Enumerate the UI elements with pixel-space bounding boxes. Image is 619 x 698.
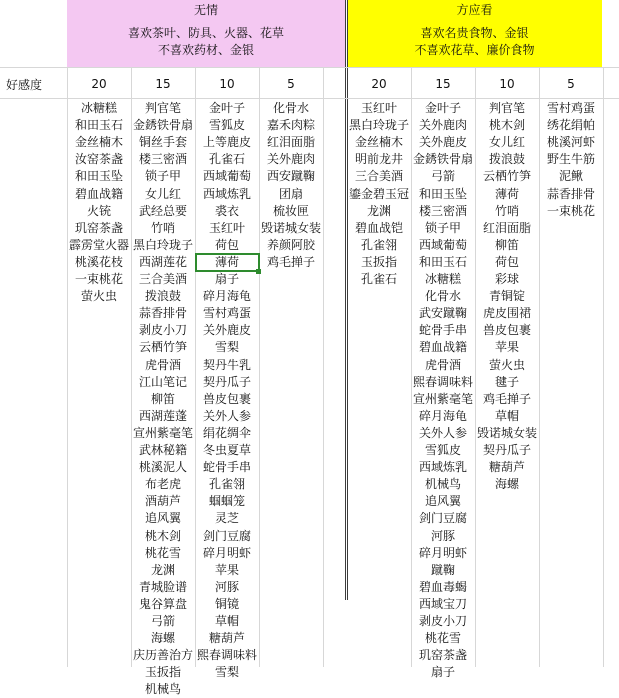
table-cell[interactable]: 江山笔记: [138, 374, 187, 389]
table-cell[interactable]: 野生牛筋: [546, 152, 595, 167]
character-dislikes: 不喜欢药材、金银: [157, 43, 254, 57]
table-cell[interactable]: 玉扳指: [144, 665, 181, 680]
table-cell[interactable]: 梳妆匣: [272, 203, 309, 218]
table-cell[interactable]: 柳笛: [150, 391, 175, 406]
table-cell[interactable]: 铜丝手套: [138, 135, 187, 150]
table-cell[interactable]: 关外人参: [418, 425, 467, 440]
table-cell[interactable]: 女儿红: [144, 186, 181, 201]
table-cell[interactable]: 剑门豆腐: [202, 528, 251, 543]
table-cell[interactable]: 毽子: [494, 374, 519, 389]
table-cell[interactable]: 碎月海龟: [202, 289, 251, 304]
table-cell[interactable]: 碧血战籍: [418, 340, 467, 355]
table-cell[interactable]: 上等鹿皮: [202, 135, 251, 150]
table-cell[interactable]: 雪村鸡蛋: [546, 101, 595, 115]
table-cell[interactable]: 锁子甲: [144, 169, 181, 184]
table-cell[interactable]: 鎏金碧玉冠: [348, 186, 409, 201]
character-header-wuqing: [67, 0, 345, 67]
table-cell[interactable]: 关外人参: [202, 408, 251, 423]
table-cell[interactable]: 青城脸谱: [138, 579, 187, 594]
table-cell[interactable]: 宣州紫毫笔: [412, 391, 473, 406]
table-cell[interactable]: 灵芝: [214, 511, 239, 526]
grid-line: [0, 98, 619, 99]
score-header[interactable]: 10: [499, 77, 515, 91]
table-cell[interactable]: 薄荷: [214, 254, 239, 269]
table-cell[interactable]: 嘉禾肉粽: [266, 118, 315, 133]
table-cell[interactable]: 虎皮围裙: [482, 306, 531, 321]
table-cell[interactable]: 萤火虫: [488, 357, 525, 372]
table-cell[interactable]: 河豚: [430, 528, 455, 543]
table-cell[interactable]: 西安蹴鞠: [266, 169, 315, 184]
table-cell[interactable]: 红泪面脂: [482, 220, 531, 235]
table-cell[interactable]: 女儿红: [488, 135, 525, 150]
table-cell[interactable]: 蒜香排骨: [138, 306, 187, 321]
table-cell[interactable]: 化骨水: [272, 101, 309, 115]
table-cell[interactable]: 雪梨: [214, 665, 239, 680]
table-cell[interactable]: 碧血战籍: [74, 186, 123, 201]
table-cell[interactable]: 拨浪鼓: [144, 289, 181, 304]
table-cell[interactable]: 虎骨酒: [424, 357, 461, 372]
table-cell[interactable]: 金銹铁骨扇: [132, 118, 193, 133]
table-cell[interactable]: 孔雀石: [208, 152, 245, 167]
table-cell[interactable]: 武安蹴鞠: [418, 306, 467, 321]
table-cell[interactable]: 桃花雪: [424, 631, 461, 646]
table-cell[interactable]: 西湖莲蓬: [138, 408, 187, 423]
table-cell[interactable]: 裘衣: [214, 203, 239, 218]
table-cell[interactable]: 绢花绸伞: [202, 425, 251, 440]
table-cell[interactable]: 冰糖糕: [80, 101, 117, 115]
table-cell[interactable]: 团扇: [278, 186, 303, 201]
table-cell[interactable]: 桃花雪: [144, 545, 181, 560]
character-header-fangyingkan: [347, 0, 602, 67]
table-cell[interactable]: 孔雀石: [360, 272, 397, 286]
table-cell[interactable]: 草帽: [214, 614, 239, 628]
table-cell[interactable]: 薄荷: [494, 186, 519, 201]
score-header[interactable]: 5: [567, 77, 575, 91]
table-cell[interactable]: 龙渊: [150, 562, 175, 577]
table-cell[interactable]: 雪村鸡蛋: [202, 306, 251, 321]
table-cell[interactable]: 碎月明虾: [418, 545, 467, 560]
table-cell[interactable]: 苹果: [494, 340, 519, 355]
table-cell[interactable]: 荷包: [214, 237, 239, 252]
table-cell[interactable]: 宣州紫毫笔: [132, 425, 193, 440]
table-cell[interactable]: 兽皮包裹: [482, 323, 531, 338]
table-cell[interactable]: 虎骨酒: [144, 357, 181, 372]
table-cell[interactable]: 关外鹿肉: [418, 118, 467, 133]
table-cell[interactable]: 碧血战铠: [354, 220, 403, 235]
table-cell[interactable]: 西域炼乳: [202, 186, 251, 201]
table-cell[interactable]: 扇子: [214, 272, 239, 286]
table-cell[interactable]: 糖葫芦: [488, 460, 525, 475]
table-cell[interactable]: 三合美酒: [138, 272, 187, 286]
score-header[interactable]: 5: [287, 77, 295, 91]
table-cell[interactable]: 火铳: [86, 203, 111, 218]
grid-line: [323, 67, 324, 667]
table-cell[interactable]: 追风翼: [144, 511, 181, 526]
table-cell[interactable]: 和田玉石: [418, 254, 467, 269]
table-cell[interactable]: 孔雀翎: [360, 237, 397, 252]
table-cell[interactable]: 追风翼: [424, 494, 461, 509]
table-cell[interactable]: 萤火虫: [80, 289, 117, 304]
table-cell[interactable]: 西域葡萄: [202, 169, 251, 184]
table-cell[interactable]: 鸡毛掸子: [266, 254, 315, 269]
table-cell[interactable]: 青铜锭: [488, 289, 525, 304]
table-cell[interactable]: 雪狐皮: [424, 443, 461, 457]
score-header[interactable]: 20: [371, 77, 387, 91]
table-cell[interactable]: 金丝楠木: [354, 135, 403, 150]
table-cell[interactable]: 一束桃花: [546, 203, 595, 218]
character-likes: 喜欢茶叶、防具、火器、花草: [127, 26, 284, 40]
table-cell[interactable]: 荷包: [494, 254, 519, 269]
score-header[interactable]: 15: [435, 77, 451, 91]
table-cell[interactable]: 龙渊: [366, 203, 391, 218]
grid-line: [0, 67, 619, 68]
table-cell[interactable]: 河豚: [214, 579, 239, 594]
table-cell[interactable]: 竹哨: [494, 203, 519, 218]
table-cell[interactable]: 庆历善治方: [132, 648, 193, 663]
table-cell[interactable]: 云栖竹笋: [482, 169, 531, 184]
character-dislikes: 不喜欢花草、廉价食物: [414, 43, 535, 57]
table-cell[interactable]: 桃溪河虾: [546, 135, 595, 150]
table-cell[interactable]: 冰糖糕: [424, 272, 461, 286]
table-cell[interactable]: 苹果: [214, 562, 239, 577]
table-cell[interactable]: 锁子甲: [424, 220, 461, 235]
table-cell[interactable]: 化骨水: [424, 289, 461, 304]
table-cell[interactable]: 黑白玲珑子: [348, 118, 409, 133]
score-header[interactable]: 15: [155, 77, 171, 91]
table-cell[interactable]: 彩球: [494, 272, 519, 286]
table-cell[interactable]: 楼三密酒: [418, 203, 467, 218]
table-cell[interactable]: 海螺: [494, 477, 519, 492]
table-cell[interactable]: 玑窑茶盏: [74, 220, 123, 235]
table-cell[interactable]: 关外鹿皮: [418, 135, 467, 150]
grid-line: [603, 67, 604, 667]
table-cell[interactable]: 柳笛: [494, 237, 519, 252]
table-cell[interactable]: 契丹瓜子: [482, 443, 531, 457]
table-cell[interactable]: 楼三密酒: [138, 152, 187, 167]
table-cell[interactable]: 蝈蝈笼: [208, 494, 245, 509]
table-cell[interactable]: 玉红叶: [208, 220, 245, 235]
table-cell[interactable]: 鬼谷算盘: [138, 596, 187, 611]
table-cell[interactable]: 海螺: [150, 631, 175, 646]
table-cell[interactable]: 桃木剑: [144, 528, 181, 543]
table-cell[interactable]: 冬虫夏草: [202, 443, 251, 457]
table-cell[interactable]: 兽皮包裹: [202, 391, 251, 406]
table-cell[interactable]: 孔雀翎: [208, 477, 245, 492]
table-cell[interactable]: 桃溪花枝: [74, 254, 123, 269]
table-cell[interactable]: 熙春调味料: [412, 374, 473, 389]
table-cell[interactable]: 毁诺城女装: [260, 220, 321, 235]
table-cell[interactable]: 碎月海龟: [418, 408, 467, 423]
score-header[interactable]: 10: [219, 77, 235, 91]
table-cell[interactable]: 三合美酒: [354, 169, 403, 184]
table-cell[interactable]: 蛇骨手串: [418, 323, 467, 338]
table-cell[interactable]: 金叶子: [208, 101, 245, 115]
table-cell[interactable]: 玉扳指: [360, 254, 397, 269]
table-cell[interactable]: 泥鳅: [558, 169, 583, 184]
table-cell[interactable]: 雪梨: [214, 340, 239, 355]
character-name: 方应看: [456, 3, 493, 17]
table-cell[interactable]: 弓箭: [150, 614, 175, 628]
table-cell[interactable]: 金銹铁骨扇: [412, 152, 473, 167]
table-cell[interactable]: 扇子: [430, 665, 455, 680]
table-cell[interactable]: 判官笔: [144, 101, 181, 115]
table-cell[interactable]: 机械鸟: [424, 477, 461, 492]
table-cell[interactable]: 熙春调味料: [196, 648, 257, 663]
score-row-label: 好感度: [6, 78, 43, 92]
table-cell[interactable]: 明前龙井: [354, 152, 403, 167]
character-name: 无情: [193, 3, 218, 17]
table-cell[interactable]: 绣花绢帕: [546, 118, 595, 133]
table-cell[interactable]: 桃木剑: [488, 118, 525, 133]
table-cell[interactable]: 毁诺城女装: [476, 425, 537, 440]
table-cell[interactable]: 红泪面脂: [266, 135, 315, 150]
table-cell[interactable]: 和田玉石: [74, 118, 123, 133]
table-cell[interactable]: 玉红叶: [360, 101, 397, 115]
table-cell[interactable]: 武经总要: [138, 203, 187, 218]
table-cell[interactable]: 西域宝刀: [418, 596, 467, 611]
table-cell[interactable]: 云栖竹笋: [138, 340, 187, 355]
table-cell[interactable]: 剑门豆腐: [418, 511, 467, 526]
table-cell[interactable]: 黑白玲珑子: [132, 237, 193, 252]
table-cell[interactable]: 武林秘籍: [138, 443, 187, 457]
table-cell[interactable]: 雪狐皮: [208, 118, 245, 133]
table-cell[interactable]: 糖葫芦: [208, 631, 245, 646]
table-cell[interactable]: 养颜阿胶: [266, 237, 315, 252]
table-cell[interactable]: 剥皮小刀: [138, 323, 187, 338]
table-cell[interactable]: 西域葡萄: [418, 237, 467, 252]
table-cell[interactable]: 关外鹿肉: [266, 152, 315, 167]
table-cell[interactable]: 金丝楠木: [74, 135, 123, 150]
table-cell[interactable]: 蒜香排骨: [546, 186, 595, 201]
table-cell[interactable]: 契丹瓜子: [202, 374, 251, 389]
table-cell[interactable]: 剥皮小刀: [418, 614, 467, 628]
table-cell[interactable]: 一束桃花: [74, 272, 123, 286]
table-cell[interactable]: 酒葫芦: [144, 494, 181, 509]
character-likes: 喜欢名贵食物、金银: [420, 26, 529, 40]
table-cell[interactable]: 布老虎: [144, 477, 181, 492]
table-cell[interactable]: 霹雳堂火器: [68, 237, 129, 252]
table-cell[interactable]: 蹴鞠: [430, 562, 455, 577]
table-cell[interactable]: 碎月明虾: [202, 545, 251, 560]
table-cell[interactable]: 草帽: [494, 408, 519, 423]
table-cell[interactable]: 机械鸟: [144, 682, 181, 697]
table-cell[interactable]: 金叶子: [424, 101, 461, 115]
table-cell[interactable]: 竹哨: [150, 220, 175, 235]
table-cell[interactable]: 拨浪鼓: [488, 152, 525, 167]
table-cell[interactable]: 铜镜: [214, 596, 239, 611]
table-cell[interactable]: 关外鹿皮: [202, 323, 251, 338]
table-cell[interactable]: 契丹牛乳: [202, 357, 251, 372]
table-cell[interactable]: 和田玉坠: [74, 169, 123, 184]
table-cell[interactable]: 玑窑茶盏: [418, 648, 467, 663]
grid-line: [345, 0, 346, 600]
table-cell[interactable]: 西域炼乳: [418, 460, 467, 475]
score-header[interactable]: 20: [91, 77, 107, 91]
table-cell[interactable]: 汝窑茶盏: [74, 152, 123, 167]
table-cell[interactable]: 西湖莲花: [138, 254, 187, 269]
selected-cell-highlight: [195, 253, 260, 272]
table-cell[interactable]: 鸡毛掸子: [482, 391, 531, 406]
table-cell[interactable]: 判官笔: [488, 101, 525, 115]
table-cell[interactable]: 蛇骨手串: [202, 460, 251, 475]
table-cell[interactable]: 碧血毒蝎: [418, 579, 467, 594]
table-cell[interactable]: 和田玉坠: [418, 186, 467, 201]
table-cell[interactable]: 桃溪泥人: [138, 460, 187, 475]
table-cell[interactable]: 弓箭: [430, 169, 455, 184]
